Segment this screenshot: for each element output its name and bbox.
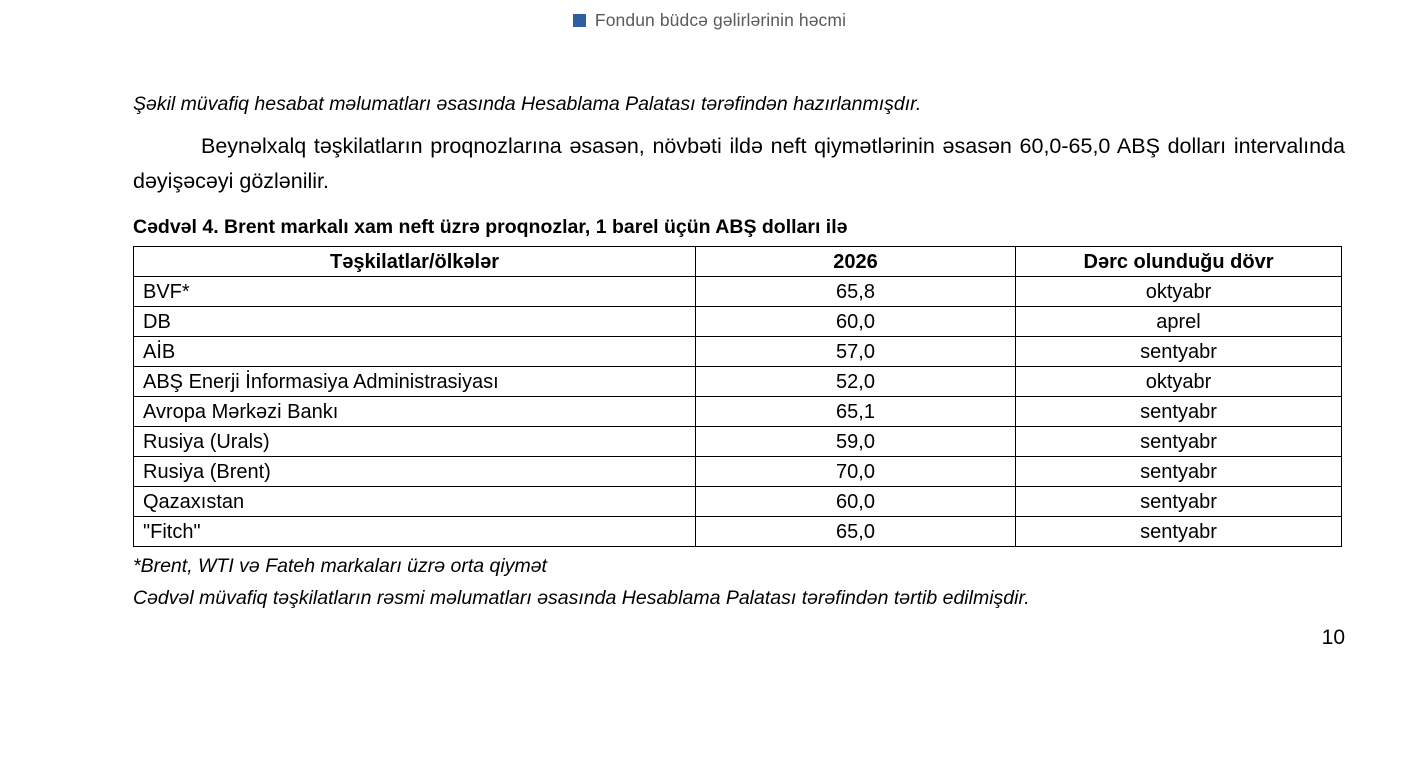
chart-legend	[0, 10, 1419, 31]
body-paragraph-text: Beynəlxalq təşkilatların proqnozlarına əsasən, növbəti ildə neft qiymətlərinin əsasən 60,0-65,0 ABŞ dolları intervalında dəyişəcəyi gözlənilir.	[133, 134, 1345, 194]
table-row	[134, 397, 1342, 427]
table-header	[134, 247, 1342, 277]
table-source-note: Cədvəl müvafiq təşkilatların rəsmi məlumatları əsasında Hesablama Palatası tərəfindən tərtib edilmişdir.	[133, 586, 1030, 609]
cell-period: sentyabr	[1016, 337, 1342, 367]
table-header-row	[134, 247, 1342, 277]
cell-value: 70,0	[696, 457, 1016, 487]
cell-value: 60,0	[696, 307, 1016, 337]
cell-organization: Avropa Mərkəzi Bankı	[134, 397, 696, 427]
cell-value: 65,8	[696, 277, 1016, 307]
cell-period: sentyabr	[1016, 457, 1342, 487]
cell-period: oktyabr	[1016, 367, 1342, 397]
cell-organization: DB	[134, 307, 696, 337]
table-row	[134, 367, 1342, 397]
document-content	[133, 92, 1345, 612]
cell-period: sentyabr	[1016, 487, 1342, 517]
figure-note: Şəkil müvafiq hesabat məlumatları əsasında Hesablama Palatası tərəfindən hazırlanmışdır.	[133, 93, 922, 115]
column-header-organizations: Təşkilatlar/ölkələr	[134, 247, 696, 277]
body-paragraph	[133, 129, 1345, 199]
cell-period: sentyabr	[1016, 517, 1342, 547]
cell-organization: "Fitch"	[134, 517, 696, 547]
cell-value: 52,0	[696, 367, 1016, 397]
table-row	[134, 487, 1342, 517]
table-row	[134, 517, 1342, 547]
cell-period: oktyabr	[1016, 277, 1342, 307]
table-row	[134, 277, 1342, 307]
legend-swatch-icon	[573, 14, 586, 27]
cell-organization: BVF*	[134, 277, 696, 307]
cell-organization: Rusiya (Brent)	[134, 457, 696, 487]
legend-label: Fondun büdcə gəlirlərinin həcmi	[594, 10, 847, 30]
page-number: 10	[1321, 626, 1345, 649]
forecast-table	[133, 246, 1342, 547]
cell-value: 57,0	[696, 337, 1016, 367]
column-header-year: 2026	[696, 247, 1016, 277]
table-footnote-asterisk: *Brent, WTI və Fateh markaları üzrə orta qiymət	[133, 555, 547, 578]
cell-organization: Rusiya (Urals)	[134, 427, 696, 457]
table-row	[134, 457, 1342, 487]
cell-organization: Qazaxıstan	[134, 487, 696, 517]
column-header-published-period: Dərc olunduğu dövr	[1016, 247, 1342, 277]
cell-organization: AİB	[134, 337, 696, 367]
table-row	[134, 337, 1342, 367]
cell-value: 59,0	[696, 427, 1016, 457]
table-body	[134, 277, 1342, 547]
cell-period: aprel	[1016, 307, 1342, 337]
cell-organization: ABŞ Enerji İnformasiya Administrasiyası	[134, 367, 696, 397]
cell-value: 65,0	[696, 517, 1016, 547]
cell-value: 65,1	[696, 397, 1016, 427]
table-caption: Cədvəl 4. Brent markalı xam neft üzrə proqnozlar, 1 barel üçün ABŞ dolları ilə	[133, 216, 848, 238]
table-row	[134, 427, 1342, 457]
cell-period: sentyabr	[1016, 397, 1342, 427]
cell-value: 60,0	[696, 487, 1016, 517]
cell-period: sentyabr	[1016, 427, 1342, 457]
table-row	[134, 307, 1342, 337]
